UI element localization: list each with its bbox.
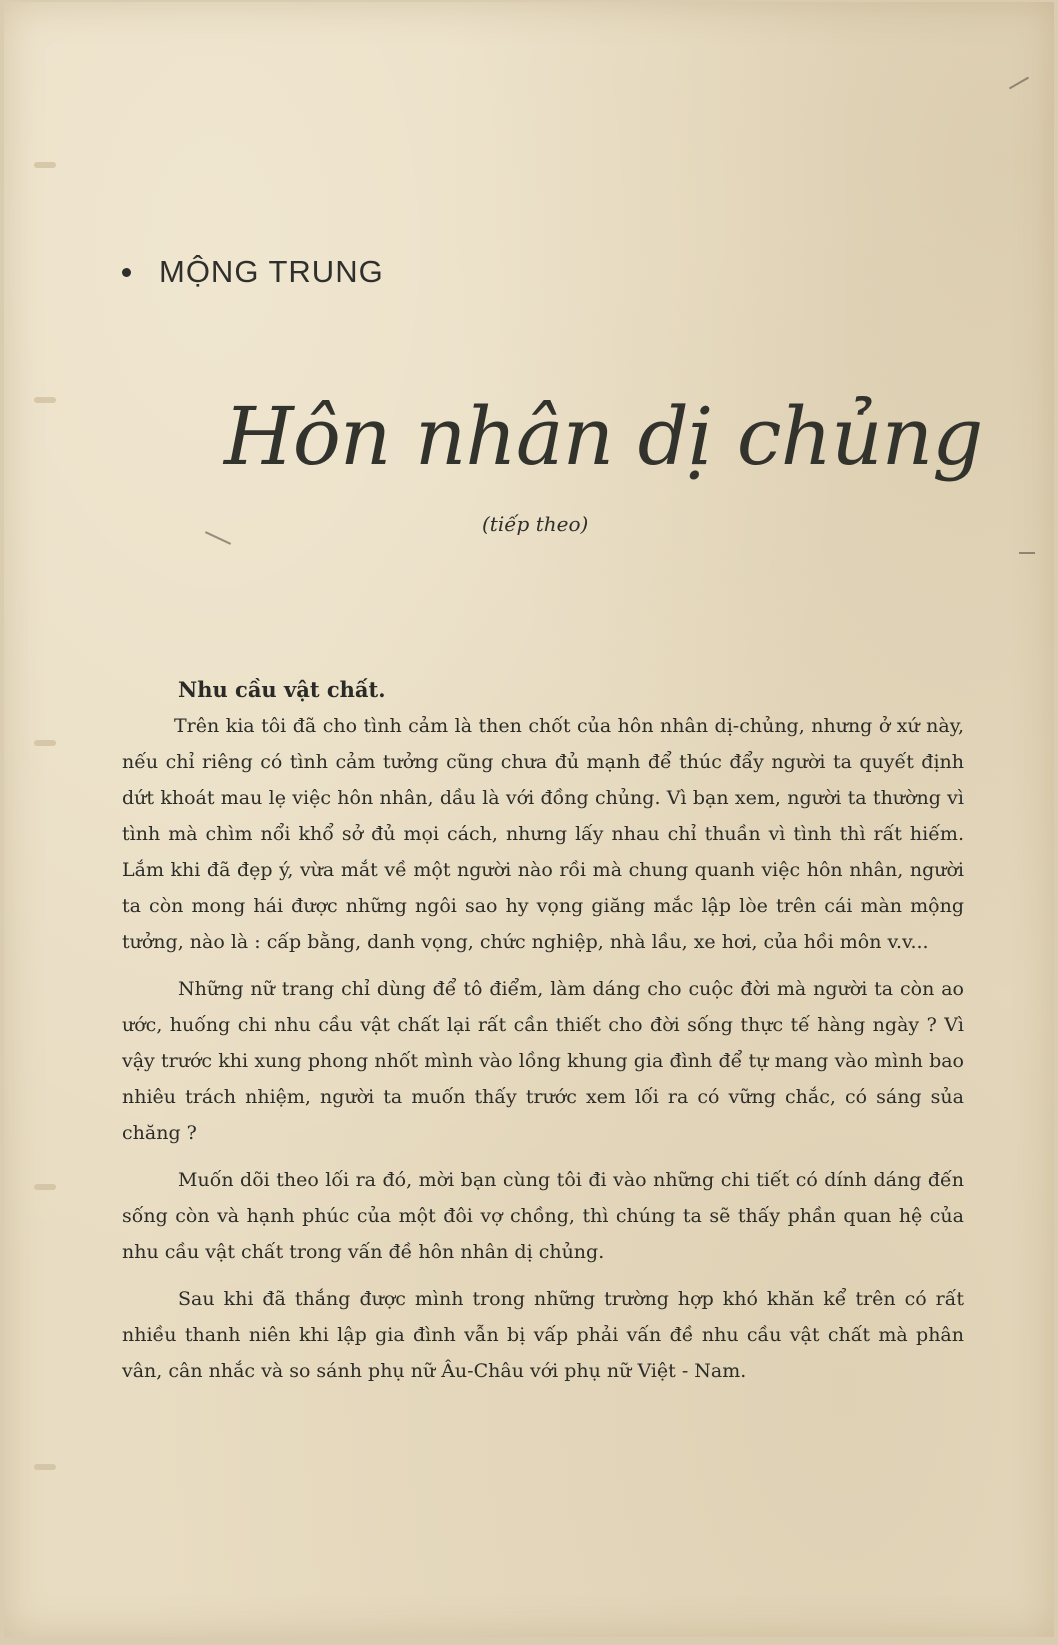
punch-hole-mark <box>34 162 56 168</box>
author-byline <box>122 254 384 290</box>
paragraph: Sau khi đã thắng được mình trong những trường hợp khó khăn kể trên có rất nhiều thanh niên khi lập gia đình vẫn bị vấp phải vấn đề nhu cầu vật chất mà phân vân, cân nhắc và so sánh phụ nữ Âu-Châu với phụ nữ Việt - Nam. <box>122 1288 964 1382</box>
paragraph: Muốn dõi theo lối ra đó, mời bạn cùng tôi đi vào những chi tiết có dính dáng đến sống còn và hạnh phúc của một đôi vợ chồng, thì chúng ta sẽ thấy phần quan hệ của nhu cầu vật chất trong vấn đề hôn nhân dị chủng. <box>122 1169 964 1263</box>
author-name: MỘNG TRUNG <box>159 254 384 289</box>
stray-mark <box>1009 77 1029 90</box>
article-body <box>122 672 964 1400</box>
section-heading: Nhu cầu vật chất. <box>178 677 386 702</box>
stray-mark <box>205 531 231 545</box>
stray-mark <box>1019 552 1035 554</box>
article-subtitle: (tiếp theo) <box>482 512 589 536</box>
document-page <box>4 2 1054 1637</box>
article-title: Hôn nhân dị chủng <box>224 390 983 483</box>
bullet-icon <box>122 268 131 277</box>
punch-hole-mark <box>34 740 56 746</box>
punch-hole-mark <box>34 1464 56 1470</box>
paragraph: Những nữ trang chỉ dùng để tô điểm, làm dáng cho cuộc đời mà người ta còn ao ước, huống chi nhu cầu vật chất lại rất cần thiết cho đời sống thực tế hàng ngày ? Vì vậy trước khi xung phong nhốt mình vào lồng khung gia đình để tự mang vào mình bao nhiêu trách nhiệm, người ta muốn thấy trước xem lối ra có vững chắc, có sáng sủa chăng ? <box>122 978 964 1144</box>
punch-hole-mark <box>34 397 56 403</box>
paragraph: Trên kia tôi đã cho tình cảm là then chốt của hôn nhân dị-chủng, nhưng ở xứ này, nếu chỉ riêng có tình cảm tưởng cũng chưa đủ mạnh để thúc đẩy người ta quyết định dứt khoát mau lẹ việc hôn nhân, dầu là với đồng chủng. Vì bạn xem, người ta thường vì tình mà chìm nổi khổ sở đủ mọi cách, nhưng lấy nhau chỉ thuần vì tình thì rất hiếm. Lắm khi đã đẹp ý, vừa mắt về một người nào rồi mà chung quanh việc hôn nhân, người ta còn mong hái được những ngôi sao hy vọng giăng mắc lập lòe trên cái màn mộng tưởng, nào là : cấp bằng, danh vọng, chức nghiệp, nhà lầu, xe hơi, của hồi môn v.v... <box>122 715 964 953</box>
punch-hole-mark <box>34 1184 56 1190</box>
